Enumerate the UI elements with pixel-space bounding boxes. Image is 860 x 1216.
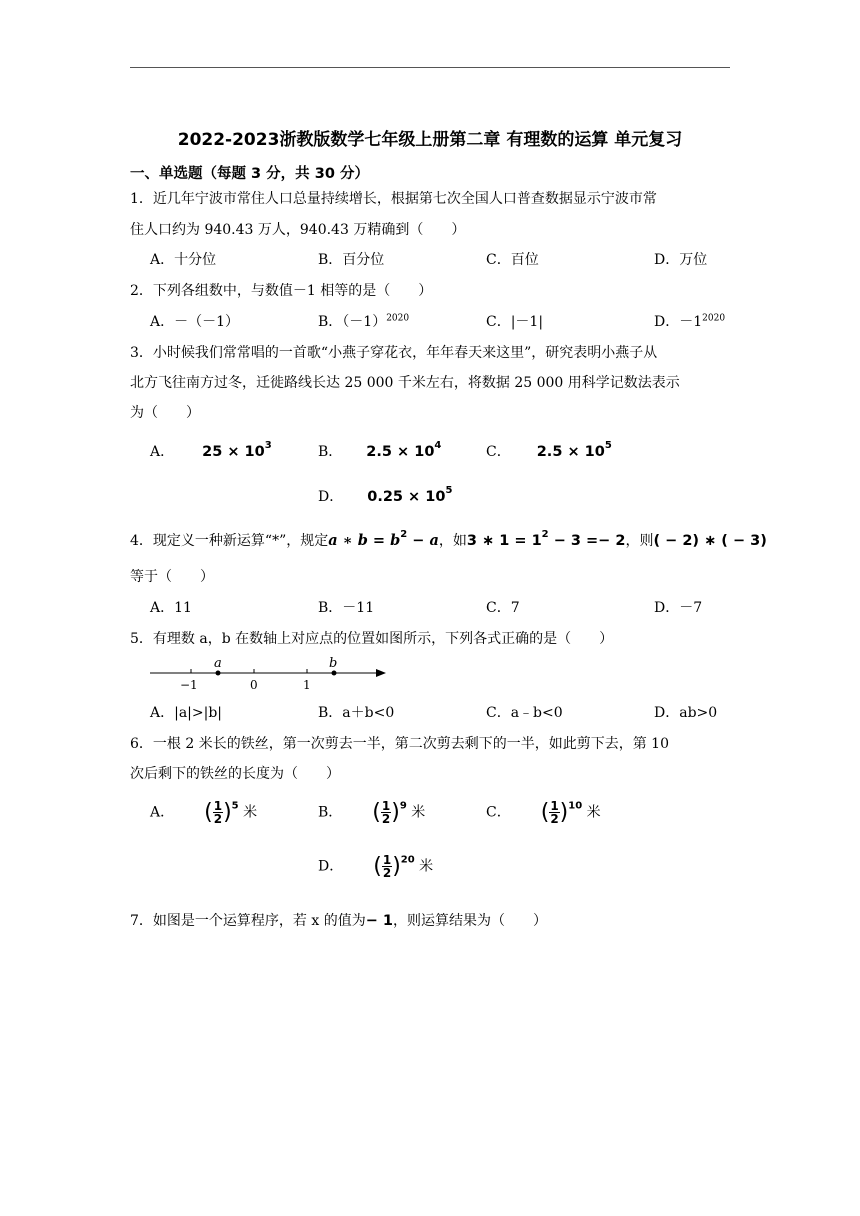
q2-option-a[interactable]: A．－（－1） <box>150 314 240 330</box>
tick-label-0: 0 <box>250 678 258 692</box>
q2-option-c[interactable]: C．|－1| <box>486 314 544 330</box>
q5-line1: 5．有理数 a，b 在数轴上对应点的位置如图所示，下列各式正确的是（ ） <box>130 631 614 647</box>
q6-line2: 次后剩下的铁丝的长度为（ ） <box>130 766 340 782</box>
q3-line1: 3．小时候我们常常唱的一首歌“小燕子穿花衣，年年春天来这里”，研究表明小燕子从 <box>130 345 658 361</box>
q4-option-c[interactable]: C．7 <box>486 600 520 616</box>
q3-option-c[interactable]: C． $2.5 \times 10^5$ <box>486 440 612 460</box>
q1-line1: 1．近几年宁波市常住人口总量持续增长，根据第七次全国人口普查数据显示宁波市常 <box>130 191 657 207</box>
q6-line1: 6．一根 2 米长的铁丝，第一次剪去一半，第二次剪去剩下的一半，如此剪下去，第 10 <box>130 736 669 752</box>
q6-option-a[interactable]: A． ( $\frac{1}{2}$ )$^5$ 米 <box>150 799 258 826</box>
q5-option-c[interactable]: C．a﹣b<0 <box>486 705 563 721</box>
q6-option-d[interactable]: D． ( $\frac{1}{2}$ )$^{20}$ 米 <box>318 853 434 880</box>
q4-option-b[interactable]: B．－11 <box>318 600 375 616</box>
tick-label-1: 1 <box>303 678 311 692</box>
q3-option-d[interactable]: D． $0.25 \times 10^5$ <box>318 485 453 505</box>
q2-option-d[interactable]: D．$-1^{2020}$ <box>654 313 726 330</box>
point-a-label: a <box>214 656 222 671</box>
page-title: 2022-2023浙教版数学七年级上册第二章 有理数的运算 单元复习 <box>177 130 683 150</box>
header-rule <box>130 67 730 68</box>
point-b <box>332 671 337 676</box>
q1-option-a[interactable]: A．十分位 <box>150 252 217 268</box>
q4-line1: 4．现定义一种新运算“*”，规定a ∗ $b = b^2 - a$，如3 ∗ $1 = 1^2 - 3 =- 2$，则( − 2) ∗ ( − 3) <box>130 529 767 549</box>
q3-option-b[interactable]: B． $2.5 \times 10^4$ <box>318 440 442 460</box>
q1-line2: 住人口约为 940.43 万人，940.43 万精确到（ ） <box>130 222 466 238</box>
q2-line1: 2．下列各组数中，与数值－1 相等的是（ ） <box>130 283 433 299</box>
q1-option-d[interactable]: D．万位 <box>654 252 708 268</box>
q4-option-d[interactable]: D．－7 <box>654 600 703 616</box>
q3-line3: 为（ ） <box>130 405 200 421</box>
point-a <box>216 671 221 676</box>
q3-line2: 北方飞往南方过冬，迁徙路线长达 25 000 千米左右，将数据 25 000 用科学记数法表示 <box>130 375 680 391</box>
q6-option-b[interactable]: B． ( $\frac{1}{2}$ )$^9$ 米 <box>318 799 426 826</box>
section-heading: 一、单选题（每题 3 分，共 30 分） <box>130 166 369 182</box>
q1-option-b[interactable]: B．百分位 <box>318 252 385 268</box>
tick-label-minus-1: −1 <box>180 678 198 692</box>
q5-option-b[interactable]: B．a＋b<0 <box>318 705 395 721</box>
q1-option-c[interactable]: C．百位 <box>486 252 539 268</box>
q4-line2: 等于（ ） <box>130 569 214 585</box>
q4-option-a[interactable]: A．11 <box>150 600 192 616</box>
q5-option-a[interactable]: A．|a|>|b| <box>150 705 223 721</box>
number-line-figure <box>148 654 388 692</box>
point-b-label: b <box>329 656 338 671</box>
number-line-arrow <box>376 669 386 677</box>
q6-option-c[interactable]: C． ( $\frac{1}{2}$ )$^{10}$ 米 <box>486 799 601 826</box>
q5-option-d[interactable]: D．ab>0 <box>654 705 718 721</box>
q2-option-b[interactable]: B．$(-1)^{2020}$ <box>318 313 410 330</box>
q7-line1: 7．如图是一个运算程序，若 x 的值为− 1，则运算结果为（ ） <box>130 913 547 929</box>
q3-option-a[interactable]: A． $25 \times 10^3$ <box>150 440 272 460</box>
